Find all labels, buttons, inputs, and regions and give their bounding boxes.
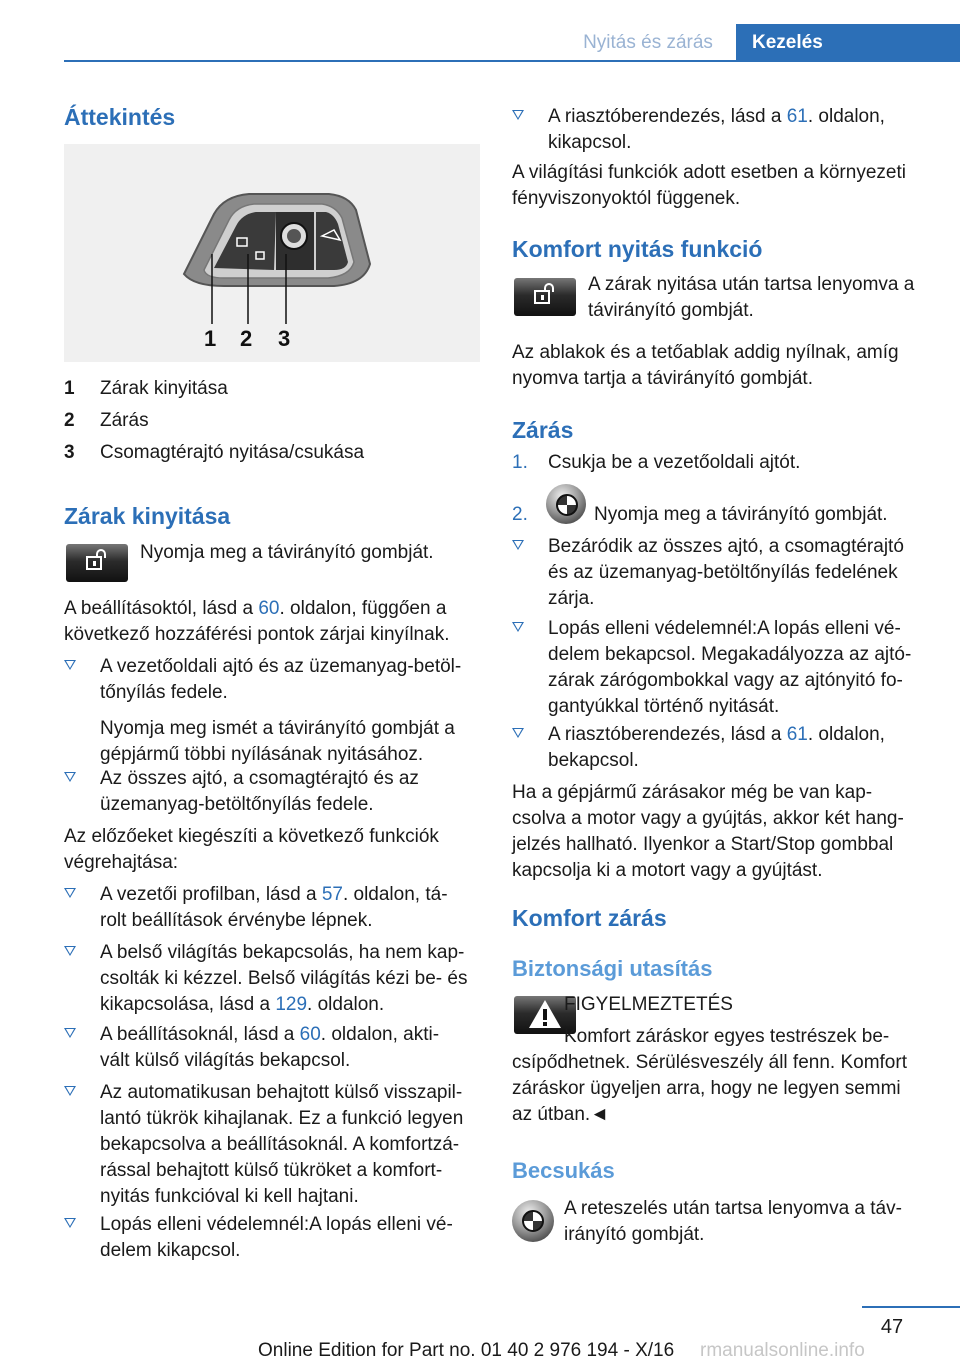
text-run: A belső világítás bekapcsolás, ha nem kap-	[100, 942, 465, 963]
closing-text	[564, 1196, 902, 1248]
text-run: kikapcsol.	[548, 132, 632, 153]
bullet-triangle-icon	[64, 1086, 76, 1096]
warning-exclamation	[543, 1009, 547, 1020]
bullet-text	[100, 940, 486, 1018]
text-run: nyitás funkcióval ki kell hajtani.	[100, 1186, 359, 1207]
header-section-title: Nyitás és zárás	[583, 32, 713, 53]
unlock-shackle	[544, 283, 554, 292]
text-run: és az üzemanyag-betöltőnyílás fedelének	[548, 562, 898, 583]
unlock-shackle	[96, 549, 106, 558]
text-run: delem bekapcsol. Megakadályozza az ajtó-	[548, 644, 912, 665]
text-run: záráskor ügyeljen arra, hogy ne legyen semmi	[512, 1078, 901, 1099]
warning-body	[512, 1050, 907, 1128]
text-run: irányító gombját.	[564, 1224, 705, 1245]
text-run: A beállításoktól, lásd a	[64, 598, 259, 619]
bullet-triangle-icon	[512, 622, 524, 632]
step-number: 2.	[512, 504, 528, 525]
legend-number: 1	[64, 378, 75, 399]
step-2	[512, 502, 932, 528]
text-run: bekapcsolva a beállításoknál. A komfortzá-	[100, 1134, 460, 1155]
text-run: . oldalon,	[807, 724, 885, 745]
text-run: . oldalon, akti-	[320, 1024, 440, 1045]
text-run: A világítási funkciók adott esetben a környezeti	[512, 162, 906, 183]
text-run: vált külső világítás bekapcsol.	[100, 1050, 351, 1071]
bullet-triangle-icon	[512, 540, 524, 550]
text-run: A beállításoknál, lásd a	[100, 1024, 300, 1045]
text-run: . oldalon,	[807, 106, 885, 127]
text-run: Az ablakok és a tetőablak addig nyílnak, amíg	[512, 342, 899, 363]
text-run: tőnyílás fedele.	[100, 682, 228, 703]
warning-dot	[543, 1022, 547, 1026]
text-run: fényviszonyoktól függenek.	[512, 188, 741, 209]
watermark: rmanualsonline.info	[700, 1340, 865, 1361]
bmw-roundel-icon	[556, 494, 578, 516]
unlock-heading: Zárak kinyitása	[64, 503, 231, 529]
page-link-129[interactable]: 129	[275, 994, 308, 1015]
text-run: csípődhetnek. Sérülésveszély áll fenn. Komfort	[512, 1052, 907, 1073]
page-link-60[interactable]: 60	[258, 598, 280, 619]
text-run: rással behajtott külső tükröket a komfort-	[100, 1160, 443, 1181]
unlock-button-icon	[66, 544, 128, 582]
text-run: A riasztóberendezés, lásd a	[548, 106, 787, 127]
comfort-open-heading: Komfort nyitás funkció	[512, 236, 763, 262]
text-run: csolva a motor vagy a gyújtás, akkor két hang-	[512, 808, 904, 829]
closing-heading: Becsukás	[512, 1158, 615, 1183]
text-run: A vezetőoldali ajtó és az üzemanyag-betöl-	[100, 656, 462, 677]
bullet-triangle-icon	[64, 772, 76, 782]
text-run: rolt beállítások érvénybe lépnek.	[100, 910, 373, 931]
text-run: kikapcsolása, lásd a	[100, 994, 276, 1015]
step-1	[512, 450, 932, 476]
text-run: . oldalon, tá-	[342, 884, 448, 905]
text-run: . oldalon, függően a	[279, 598, 447, 619]
page-header	[0, 0, 960, 62]
text-run: A riasztóberendezés, lásd a	[548, 724, 787, 745]
text-run: távirányító gombját.	[588, 300, 754, 321]
text-run: A vezetői profilban, lásd a	[100, 884, 322, 905]
header-rule	[64, 60, 960, 62]
bullet-text	[100, 1022, 486, 1074]
text-run: gépjármű többi nyílásának nyitásához.	[100, 744, 424, 765]
bullet-triangle-icon	[64, 660, 76, 670]
figure-label-3: 3	[278, 326, 291, 351]
text-run: . oldalon.	[307, 994, 385, 1015]
text-run: Az automatikusan behajtott külső visszapil-	[100, 1082, 463, 1103]
unlock-glyph	[534, 290, 550, 304]
page-link-61[interactable]: 61	[786, 724, 808, 745]
remote-button-icon	[546, 484, 586, 524]
text-run: A zárak nyitása után tartsa lenyomva a	[588, 274, 915, 295]
legend-number: 3	[64, 442, 75, 463]
unlock-button-icon	[514, 278, 576, 316]
text-run: zárak zárógombokkal vagy az ajtónyitó fo-	[548, 670, 903, 691]
bullet-text	[100, 1080, 486, 1210]
legend-number: 2	[64, 410, 75, 431]
footer-rule	[862, 1306, 960, 1308]
step-text: Nyomja meg a távirányító gombját.	[594, 504, 888, 525]
key-fob-figure	[64, 144, 480, 362]
step-text: Csukja be a vezetőoldali ajtót.	[548, 452, 801, 473]
remote-button-icon	[512, 1200, 554, 1242]
edition-note: Online Edition for Part no. 01 40 2 976 194 - X/16	[258, 1340, 675, 1361]
bullet-text	[100, 766, 486, 818]
bullet-triangle-icon	[64, 1028, 76, 1038]
text-run: jelzés hallható. Ilyenkor a Start/Stop gombbal	[512, 834, 894, 855]
windows-paragraph	[512, 340, 899, 392]
unlock-glyph	[86, 556, 102, 570]
overview-heading: Áttekintés	[64, 104, 176, 130]
text-run: Bezáródik az összes ajtó, a csomagtérajtó	[548, 536, 904, 557]
text-run: csolták ki kézzel. Belső világítás kézi be- és	[100, 968, 468, 989]
unlock-paragraph	[64, 596, 449, 648]
warning-title: FIGYELMEZTETÉS	[564, 994, 733, 1015]
text-run: delem kikapcsol.	[100, 1240, 241, 1261]
text-run: Lopás elleni védelemnél:A lopás elleni vé-	[548, 618, 901, 639]
page-link-57[interactable]: 57	[321, 884, 343, 905]
warning-line-1: Komfort záráskor egyes testrészek be-	[564, 1026, 890, 1047]
key-fob-illustration	[64, 144, 480, 362]
text-run: nyomva tartja a távirányító gombját.	[512, 368, 813, 389]
header-chapter-tab: Kezelés	[736, 24, 960, 62]
text-run: Nyomja meg ismét a távirányító gombját a	[100, 718, 455, 739]
text-run: végrehajtása:	[64, 852, 179, 873]
locking-heading: Zárás	[512, 417, 574, 443]
figure-label-2: 2	[240, 326, 253, 351]
page-link-61[interactable]: 61	[786, 106, 808, 127]
text-run: lantó tükrök kihajlanak. Ez a funkció legyen	[100, 1108, 464, 1129]
text-run: az útban.◄	[512, 1104, 609, 1125]
bullet-triangle-icon	[64, 1218, 76, 1228]
legend-text: Zárak kinyitása	[100, 378, 228, 399]
legend-text: Zárás	[100, 410, 149, 431]
functions-intro	[64, 824, 439, 876]
bullet-text	[548, 616, 934, 720]
text-run: Lopás elleni védelemnél:A lopás elleni vé-	[100, 1214, 453, 1235]
step-number: 1.	[512, 452, 528, 473]
comfort-open-text	[588, 272, 914, 324]
bmw-roundel-icon	[522, 1210, 544, 1232]
bullet-triangle-icon	[64, 888, 76, 898]
text-run: kapcsolja ki a motort vagy a gyújtást.	[512, 860, 823, 881]
figure-label-1: 1	[204, 326, 217, 351]
bullet-triangle-icon	[512, 728, 524, 738]
bullet-text	[100, 654, 486, 768]
bullet-text	[548, 722, 934, 774]
text-run: Az előzőeket kiegészíti a következő funkciók	[64, 826, 439, 847]
safety-heading: Biztonsági utasítás	[512, 956, 713, 981]
text-run: gantyúkkal történő nyitását.	[548, 696, 780, 717]
bullet-text	[548, 104, 934, 156]
comfort-close-heading: Komfort zárás	[512, 905, 667, 931]
text-run: következő hozzáférési pontok zárjai kinyílnak.	[64, 624, 450, 645]
legend-text: Csomagtérajtó nyitása/csukása	[100, 442, 365, 463]
text-run: zárja.	[548, 588, 595, 609]
page-number: 47	[880, 1316, 904, 1338]
bullet-triangle-icon	[512, 110, 524, 120]
unlock-instruction: Nyomja meg a távirányító gombját.	[140, 542, 434, 563]
text-run: üzemanyag-betöltőnyílás fedele.	[100, 794, 374, 815]
text-run: A reteszelés után tartsa lenyomva a táv-	[564, 1198, 902, 1219]
text-run: bekapcsol.	[548, 750, 639, 771]
bullet-triangle-icon	[64, 946, 76, 956]
bullet-text	[548, 534, 934, 612]
bullet-text	[100, 1212, 486, 1264]
page-link-60[interactable]: 60	[299, 1024, 321, 1045]
text-run: Ha a gépjármű zárásakor még be van kap-	[512, 782, 873, 803]
text-run: Az összes ajtó, a csomagtérajtó és az	[100, 768, 419, 789]
bullet-text	[100, 882, 486, 934]
ignition-paragraph	[512, 780, 904, 884]
lighting-paragraph	[512, 160, 906, 212]
